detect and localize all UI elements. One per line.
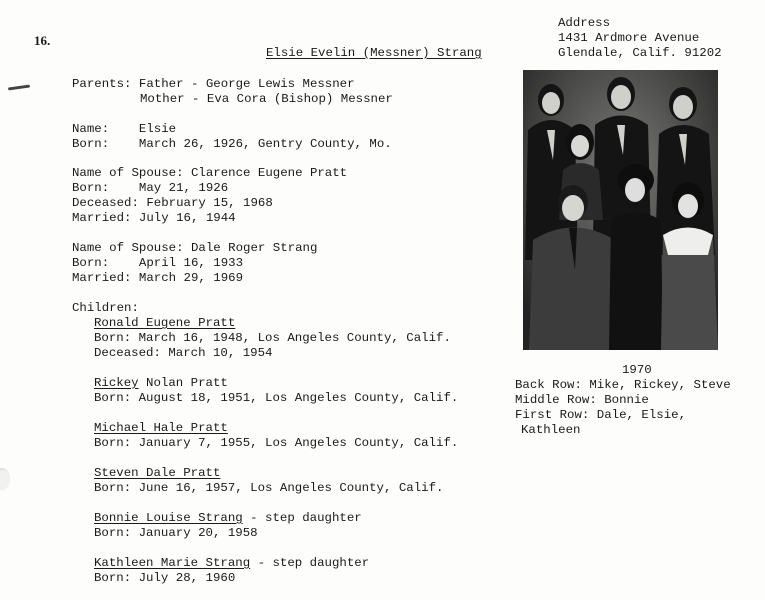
address-city: Glendale, Calif. 91202 <box>558 46 722 60</box>
child-name-rest: Nolan Pratt <box>138 376 228 390</box>
child-note: - step daughter <box>242 511 362 525</box>
child-born: Born: January 20, 1958 <box>94 526 258 540</box>
child-name: Steven Dale Pratt <box>94 466 221 480</box>
page-title: Elsie Evelin (Messner) Strang <box>266 46 482 60</box>
photo-caption-year: 1970 <box>622 363 652 377</box>
photo-caption-back-row: Back Row: Mike, Rickey, Steve <box>515 378 731 392</box>
child-entry <box>94 556 369 571</box>
child-entry <box>94 421 228 436</box>
child-name: Michael Hale Pratt <box>94 421 228 435</box>
person-born: Born: March 26, 1926, Gentry County, Mo. <box>72 137 392 151</box>
children-header: Children: <box>72 301 139 315</box>
address-street: 1431 Ardmore Avenue <box>558 31 700 45</box>
child-born: Born: June 16, 1957, Los Angeles County, Calif. <box>94 481 444 495</box>
child-name: Bonnie Louise Strang <box>94 511 243 525</box>
spouse1-name: Name of Spouse: Clarence Eugene Pratt <box>72 166 348 180</box>
child-born: Born: July 28, 1960 <box>94 571 236 585</box>
binder-hole <box>0 468 10 490</box>
child-name: Kathleen Marie Strang <box>94 556 251 570</box>
child-name: Rickey <box>94 376 139 390</box>
child-entry <box>94 316 235 331</box>
pencil-mark <box>8 84 30 90</box>
child-entry <box>94 376 228 391</box>
address-label: Address <box>558 16 611 30</box>
spouse1-married: Married: July 16, 1944 <box>72 211 236 225</box>
child-name: Ronald Eugene Pratt <box>94 316 236 330</box>
family-photo-image <box>523 70 718 350</box>
photo-caption-middle-row: Middle Row: Bonnie <box>515 393 649 407</box>
person-name: Name: Elsie <box>72 122 177 136</box>
spouse2-name: Name of Spouse: Dale Roger Strang <box>72 241 318 255</box>
page-number: 16. <box>34 33 51 48</box>
child-born: Born: August 18, 1951, Los Angeles County, Calif. <box>94 391 459 405</box>
child-born: Born: January 7, 1955, Los Angeles County, Calif. <box>94 436 459 450</box>
child-entry <box>94 466 220 481</box>
spouse2-married: Married: March 29, 1969 <box>72 271 244 285</box>
photo-caption-first-row-cont: Kathleen <box>521 423 581 437</box>
parents-mother: Mother - Eva Cora (Bishop) Messner <box>140 92 393 106</box>
photo-caption-first-row: First Row: Dale, Elsie, <box>515 408 687 422</box>
child-deceased: Deceased: March 10, 1954 <box>94 346 273 360</box>
child-note: - step daughter <box>250 556 370 570</box>
parents-father: Parents: Father - George Lewis Messner <box>72 77 355 91</box>
child-entry <box>94 511 362 526</box>
child-born: Born: March 16, 1948, Los Angeles County, Calif. <box>94 331 451 345</box>
spouse1-deceased: Deceased: February 15, 1968 <box>72 196 273 210</box>
spouse2-born: Born: April 16, 1933 <box>72 256 244 270</box>
spouse1-born: Born: May 21, 1926 <box>72 181 229 195</box>
family-photo <box>523 70 718 350</box>
